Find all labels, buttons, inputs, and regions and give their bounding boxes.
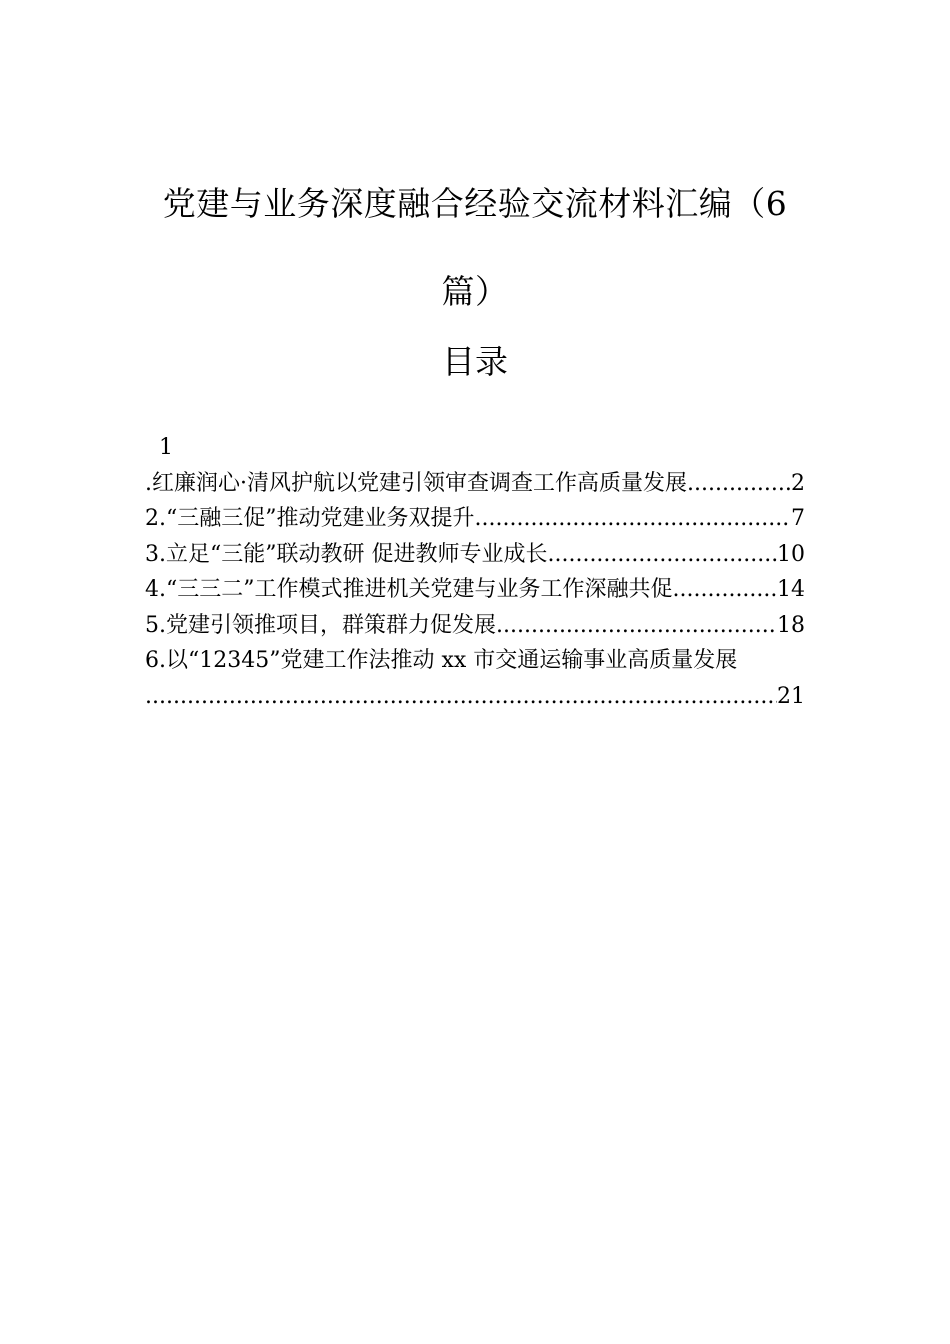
toc-item-1-title: .红廉润心·清风护航以党建引领审查调查工作高质量发展 <box>145 470 687 496</box>
toc-leader-dots <box>547 537 777 573</box>
toc-item-1[interactable] <box>145 466 805 502</box>
toc-item-5[interactable] <box>145 608 805 644</box>
toc-leader-dots <box>145 679 777 715</box>
toc-item-1-number: 1 <box>159 435 173 460</box>
toc-leader-dots <box>475 501 792 537</box>
table-of-contents <box>145 430 805 714</box>
toc-heading: 目录 <box>442 342 508 381</box>
document-title: 党建与业务深度融合经验交流材料汇编（6篇） <box>162 184 788 311</box>
toc-item-2-page: 7 <box>791 506 805 531</box>
toc-item-2-title: 2.“三融三促”推动党建业务双提升 <box>145 506 475 531</box>
toc-item-2[interactable] <box>145 501 805 537</box>
toc-item-5-title: 5.党建引领推项目，群策群力促发展 <box>145 612 496 638</box>
toc-item-1-page: 2 <box>791 470 805 496</box>
toc-item-4[interactable] <box>145 572 805 608</box>
toc-leader-dots <box>687 466 791 502</box>
toc-leader-dots <box>496 608 777 644</box>
toc-item-4-title: 4.“三三二”工作模式推进机关党建与业务工作深融共促 <box>145 577 673 602</box>
toc-item-6-page: 21 <box>777 683 805 709</box>
toc-item-3[interactable] <box>145 537 805 573</box>
toc-item-3-title: 3.立足“三能”联动教研 促进教师专业成长 <box>145 541 548 567</box>
toc-item-6-title: 6.以“12345”党建工作法推动 xx 市交通运输事业高质量发展 <box>145 648 738 673</box>
toc-item-5-page: 18 <box>777 612 805 638</box>
toc-item-4-page: 14 <box>777 577 805 602</box>
toc-item-3-page: 10 <box>777 541 805 567</box>
toc-item-6-title-line[interactable] <box>145 643 805 679</box>
toc-item-6-page-line[interactable] <box>145 679 805 715</box>
toc-leader-dots <box>673 572 778 608</box>
